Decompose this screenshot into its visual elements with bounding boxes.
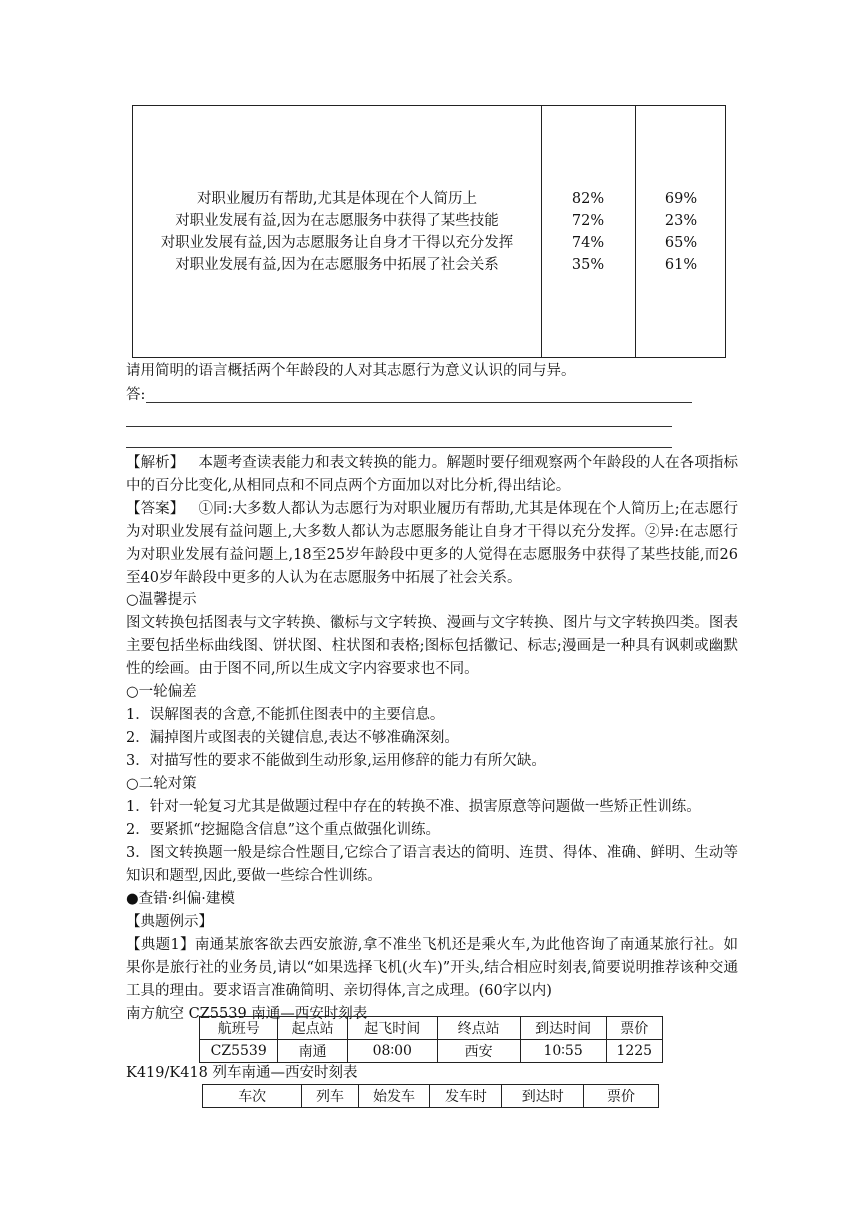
round2-heading: ○二轮对策 — [126, 776, 197, 792]
answer-blank[interactable] — [126, 447, 672, 448]
table-header-cell: 发车时 — [430, 1085, 502, 1108]
table-header-cell: 终点站 — [437, 1017, 520, 1040]
table-header-cell: 起飞时间 — [347, 1017, 437, 1040]
list-item: 2．要紧抓“挖掘隐含信息”这个重点做强化训练。 — [126, 822, 441, 838]
table-header-cell: 到达时 — [502, 1085, 584, 1108]
table-header-cell: 到达时间 — [520, 1017, 606, 1040]
answer-label: 答: — [126, 387, 146, 403]
answer-key-text: ①同:大多数人都认为志愿行为对职业履历有帮助,尤其是体现在个人简历上;在志愿行为对职业发展有益问题上,大多数人都认为志愿服务能让自身才干得以充分发挥。②异:在志愿行为对职业发展有益问题上,18至25岁年龄段中更多的人觉得在志愿服务中获得了某些技能,而26至40岁年龄段中更多的人认为在志愿服务中拓展了社会关系。 — [126, 501, 739, 586]
survey-value-b: 69% — [664, 191, 698, 207]
table-cell: 南通 — [278, 1040, 348, 1063]
table-cell: CZ5539 — [200, 1040, 278, 1063]
examples-heading: 【典题例示】 — [126, 914, 213, 930]
table-cell: 1225 — [606, 1040, 663, 1063]
analysis-block — [126, 452, 738, 498]
flight-table — [199, 1016, 663, 1063]
table-cell: 08∶00 — [347, 1040, 437, 1063]
flight-table-caption: 南方航空 CZ5539 南通—西安时刻表 — [126, 1006, 368, 1022]
list-item: 3．图文转换题一般是综合性题目,它综合了语言表达的简明、连贯、得体、准确、鲜明、生动等知识和题型,因此,要做一些综合性训练。 — [126, 845, 738, 884]
example1-block — [126, 934, 738, 1003]
survey-table — [132, 105, 726, 358]
list-item: 2．漏掉图片或图表的关键信息,表达不够准确深刻。 — [126, 730, 459, 746]
table-row — [200, 1040, 663, 1063]
answer-block — [126, 498, 738, 590]
train-table — [202, 1084, 659, 1108]
list-item: 1．针对一轮复习尤其是做题过程中存在的转换不准、损害原意等问题做一些矫正性训练。 — [126, 799, 701, 815]
question-text: 请用简明的语言概括两个年龄段的人对其志愿行为意义认识的同与异。 — [126, 363, 576, 379]
table-header-cell: 列车 — [302, 1085, 358, 1108]
analysis-label: 【解析】 — [126, 455, 185, 471]
list-item: 1．误解图表的含意,不能抓住图表中的主要信息。 — [126, 707, 445, 723]
survey-value-a: 72% — [571, 213, 605, 229]
survey-value-a: 74% — [571, 235, 605, 251]
table-header-row — [203, 1085, 659, 1108]
survey-value-a: 35% — [571, 257, 605, 273]
example1-label: 【典题1】 — [126, 937, 195, 953]
table-header-cell: 票价 — [606, 1017, 663, 1040]
table-header-cell: 票价 — [584, 1085, 659, 1108]
survey-value-a: 82% — [571, 191, 605, 207]
table-cell: 西安 — [437, 1040, 520, 1063]
survey-item: 对职业发展有益,因为在志愿服务中拓展了社会关系 — [175, 257, 499, 273]
answer-blank[interactable] — [126, 426, 672, 427]
table-header-cell: 车次 — [203, 1085, 302, 1108]
survey-item: 对职业发展有益,因为在志愿服务中获得了某些技能 — [175, 213, 499, 229]
table-row — [133, 232, 727, 254]
analysis-text: 本题考查读表能力和表文转换的能力。解题时要仔细观察两个年龄段的人在各项指标中的百分比变化,从相同点和不同点两个方面加以对比分析,得出结论。 — [126, 455, 739, 494]
table-row — [133, 188, 727, 210]
survey-item: 对职业发展有益,因为志愿服务让自身才干得以充分发挥 — [160, 235, 514, 251]
example1-text: 南通某旅客欲去西安旅游,拿不准坐飞机还是乘火车,为此他咨询了南通某旅行社。如果你是旅行社的业务员,请以“如果选择飞机(火车)”开头,结合相应时刻表,简要说明推荐该种交通工具的理由。要求语言准确简明、亲切得体,言之成理。(60字以内) — [126, 937, 738, 999]
table-header-cell: 起点站 — [278, 1017, 348, 1040]
tips-heading: ○温馨提示 — [126, 592, 197, 608]
train-table-caption: K419/K418 列车南通—西安时刻表 — [126, 1065, 358, 1081]
table-row — [133, 210, 727, 232]
table-header-row — [200, 1017, 663, 1040]
tips-text: 图文转换包括图表与文字转换、徽标与文字转换、漫画与文字转换、图片与文字转换四类。图表主要包括坐标曲线图、饼状图、柱状图和表格;图标包括徽记、标志;漫画是一种具有讽刺或幽默性的绘画。由于图不同,所以生成文字内容要求也不同。 — [126, 615, 738, 677]
section-heading: ●查错·纠偏·建模 — [126, 891, 235, 907]
survey-item: 对职业履历有帮助,尤其是体现在个人简历上 — [196, 191, 478, 207]
answer-key-label: 【答案】 — [126, 501, 185, 517]
table-row — [133, 254, 727, 276]
table-header-cell: 始发车 — [358, 1085, 430, 1108]
answer-blank[interactable] — [146, 402, 692, 403]
round1-heading: ○一轮偏差 — [126, 684, 197, 700]
table-header-cell: 航班号 — [200, 1017, 278, 1040]
survey-value-b: 61% — [664, 257, 698, 273]
survey-value-b: 23% — [664, 213, 698, 229]
survey-value-b: 65% — [664, 235, 698, 251]
table-cell: 10∶55 — [520, 1040, 606, 1063]
list-item: 3．对描写性的要求不能做到生动形象,运用修辞的能力有所欠缺。 — [126, 753, 546, 769]
